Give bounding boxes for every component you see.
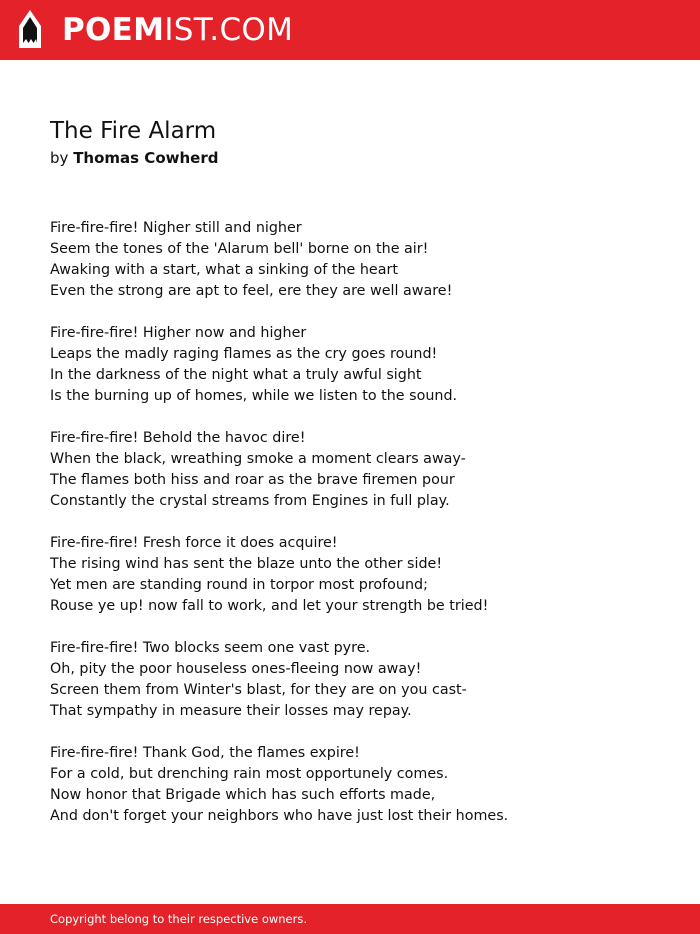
by-label: by — [50, 149, 69, 167]
poem-line: That sympathy in measure their losses may repay. — [50, 703, 412, 719]
poem-author: Thomas Cowherd — [73, 149, 219, 167]
pencil-logo-icon[interactable] — [18, 9, 42, 51]
poem-line: Yet men are standing round in torpor most profound; — [50, 577, 428, 593]
poem-line: Fire-fire-fire! Higher now and higher — [50, 325, 307, 341]
poem-line: Is the burning up of homes, while we listen to the sound. — [50, 388, 458, 404]
logo-bold-text: POEM — [62, 12, 165, 48]
poem-line: Fire-fire-fire! Fresh force it does acquire! — [50, 535, 338, 551]
copyright-notice: Copyright belong to their respective owners. — [50, 912, 308, 926]
poem-line: Fire-fire-fire! Thank God, the flames expire! — [50, 745, 360, 761]
site-logo[interactable] — [62, 12, 293, 48]
poem-line: Screen them from Winter's blast, for they are on you cast- — [50, 682, 467, 698]
stanza — [50, 743, 650, 827]
stanza — [50, 428, 650, 512]
poem-line: Fire-fire-fire! Two blocks seem one vast pyre. — [50, 640, 371, 656]
poem-line: When the black, wreathing smoke a moment clears away- — [50, 451, 466, 467]
stanza — [50, 533, 650, 617]
poem-header — [50, 116, 650, 170]
poem-line: The rising wind has sent the blaze unto the other side! — [50, 556, 443, 572]
poem-line: And don't forget your neighbors who have just lost their homes. — [50, 808, 509, 824]
site-footer — [0, 904, 700, 934]
poem-line: Fire-fire-fire! Behold the havoc dire! — [50, 430, 306, 446]
poem-line: Seem the tones of the 'Alarum bell' borne on the air! — [50, 241, 429, 257]
stanza — [50, 638, 650, 722]
poem-line: The flames both hiss and roar as the brave firemen pour — [50, 472, 455, 488]
poem-line: Constantly the crystal streams from Engines in full play. — [50, 493, 450, 509]
poem-line: Awaking with a start, what a sinking of the heart — [50, 262, 398, 278]
logo-light-text: IST.COM — [164, 12, 294, 48]
stanza — [50, 218, 650, 302]
poem-title: The Fire Alarm — [50, 118, 217, 144]
poem-body — [50, 218, 650, 848]
poem-line: Oh, pity the poor houseless ones-fleeing now away! — [50, 661, 422, 677]
poem-line: In the darkness of the night what a truly awful sight — [50, 367, 422, 383]
poem-line: Fire-fire-fire! Nigher still and nigher — [50, 220, 302, 236]
byline — [50, 146, 650, 170]
stanza — [50, 323, 650, 407]
poem-line: Now honor that Brigade which has such efforts made, — [50, 787, 436, 803]
poem-line: For a cold, but drenching rain most opportunely comes. — [50, 766, 449, 782]
poem-line: Rouse ye up! now fall to work, and let your strength be tried! — [50, 598, 489, 614]
poem-line: Even the strong are apt to feel, ere they are well aware! — [50, 283, 453, 299]
poem-line: Leaps the madly raging flames as the cry goes round! — [50, 346, 438, 362]
site-header — [0, 0, 700, 60]
